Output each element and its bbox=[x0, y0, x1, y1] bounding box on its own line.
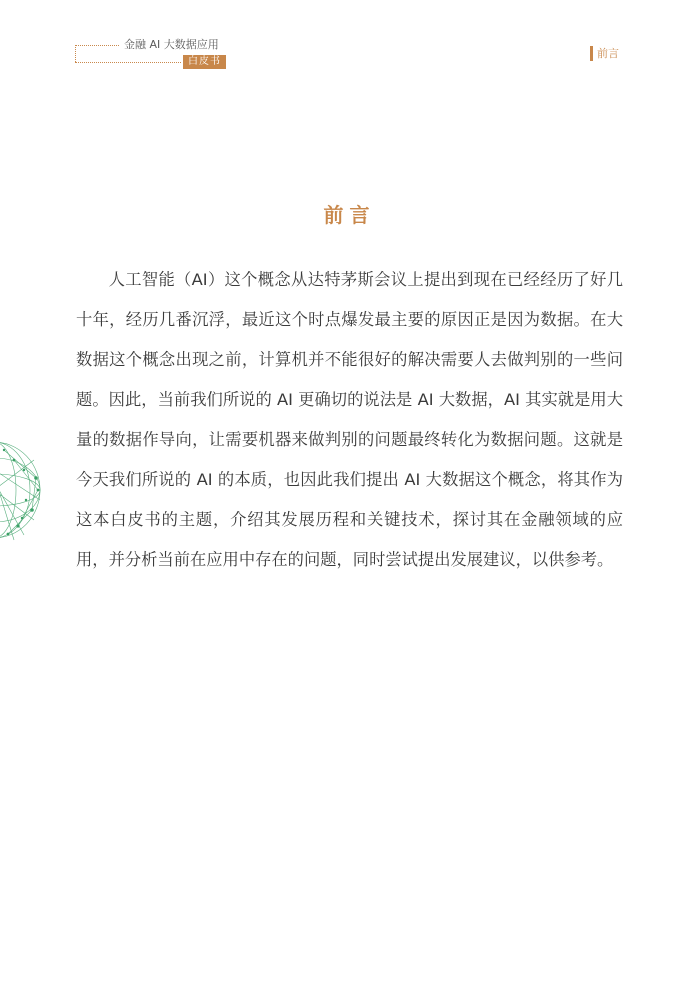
header-dotted-line bbox=[75, 45, 119, 46]
network-sphere-icon bbox=[0, 430, 46, 550]
header-dotted-line bbox=[75, 62, 181, 63]
header-dotted-line bbox=[75, 45, 76, 62]
whitepaper-badge: 白皮书 bbox=[183, 55, 226, 69]
page-title: 前言 bbox=[323, 203, 376, 227]
section-label: 前言 bbox=[597, 47, 619, 60]
document-title: 金融 AI 大数据应用 bbox=[124, 38, 219, 51]
section-marker bbox=[590, 46, 619, 61]
preface-paragraph: 人工智能（AI）这个概念从达特茅斯会议上提出到现在已经经历了好几十年，经历几番沉浮，最近这个时点爆发最主要的原因正是因为数据。在大数据这个概念出现之前，计算机并不能很好的解决需要人去做判别的一些问题。因此，当前我们所说的 AI 更确切的说法是 AI 大数据，AI 其实就是用大量的数据作导向，让需要机器来做判别的问题最终转化为数据问题。这就是今天我们所说的 AI 的本质，也因此我们提出 AI 大数据这个概念，将其作为这本白皮书的主题，介绍其发展历程和关键技术，探讨其在金融领域的应用，并分析当前在应用中存在的问题，同时尝试提出发展建议，以供参考。 bbox=[76, 270, 623, 569]
section-bar bbox=[590, 46, 593, 61]
running-header bbox=[75, 38, 227, 70]
